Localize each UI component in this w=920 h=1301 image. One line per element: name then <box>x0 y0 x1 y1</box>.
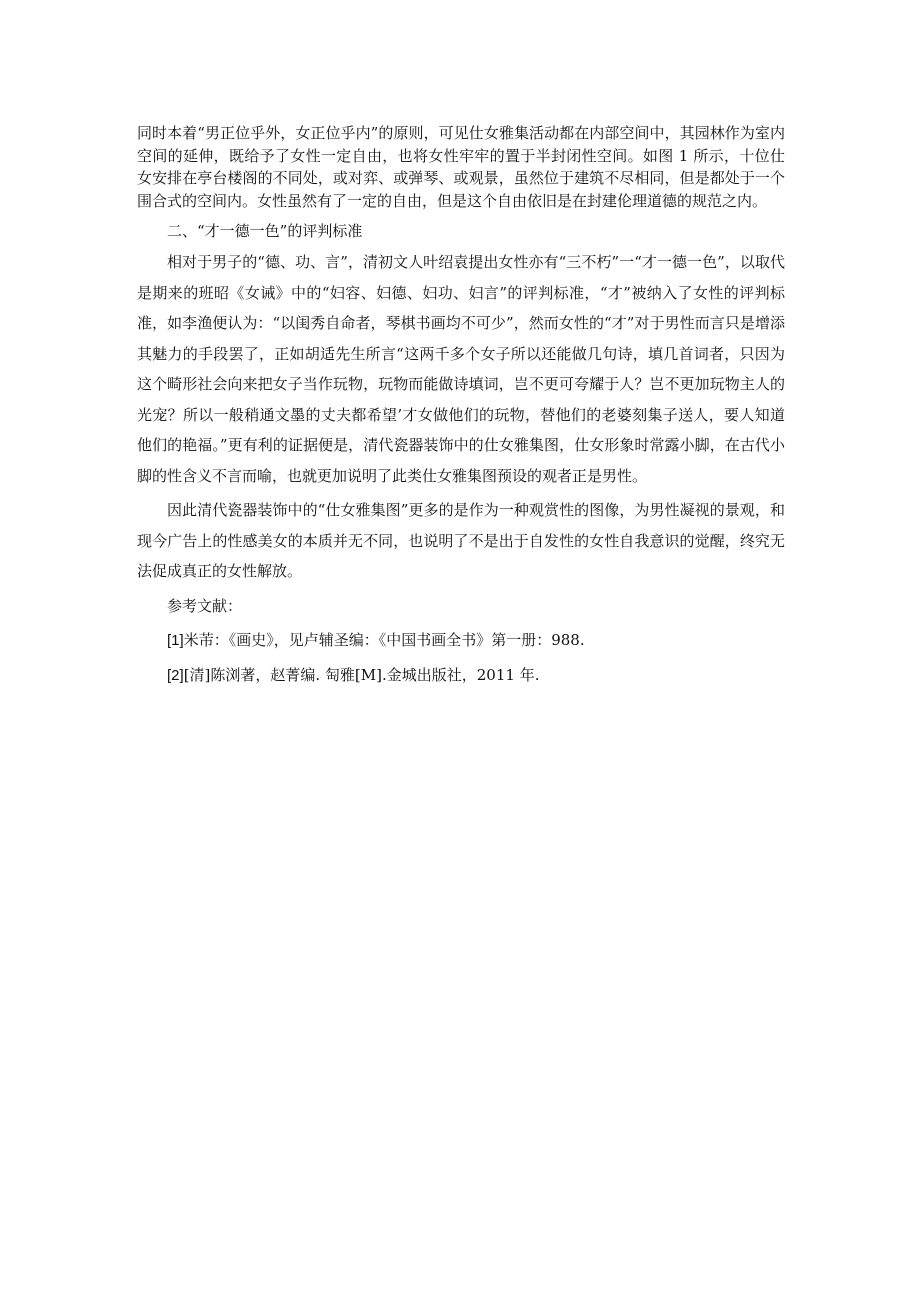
body-paragraph-1: 相对于男子的“德、功、言”，清初文人叶绍袁提出女性亦有“三不朽”一“才一德一色”，以取代是期来的班昭《女诫》中的“妇容、妇德、妇功、妇言”的评判标准，“才”被纳入了女性的评判标准，如李渔便认为：“以闺秀自命者，琴棋书画均不可少”，然而女性的“才”对于男性而言只是增添其魅力的手段罢了，正如胡适先生所言“这两千多个女子所以还能做几句诗，填几首词者，只因为这个畸形社会向来把女子当作玩物，玩物而能做诗填词，岂不更可夸耀于人？岂不更加玩物主人的光宠？所以一般稍通文墨的丈夫都希望’才女做他们的玩物，替他们的老婆刻集子送人，要人知道他们的艳福。”更有利的证据便是，清代瓷器装饰中的仕女雅集图，仕女形象时常露小脚，在古代小脚的性含义不言而喻，也就更加说明了此类仕女雅集图预设的观者正是男性。 <box>137 253 785 485</box>
reference-item-1 <box>137 625 785 656</box>
reference-text: [清]陈浏著，赵菁编. 匋雅[M].金城出版社，2011 年. <box>183 665 540 684</box>
reference-number: [1] <box>167 631 184 649</box>
body-paragraph-2: 因此清代瓷器装饰中的“仕女雅集图”更多的是作为一种观赏性的图像，为男性凝视的景观，和现今广告上的性感美女的本质并无不同，也说明了不是出于自发性的女性自我意识的觉醒，终究无法促成真正的女性解放。 <box>137 501 785 580</box>
reference-item-2 <box>137 660 785 691</box>
intro-paragraph: 同时本着“男正位乎外，女正位乎内”的原则，可见仕女雅集活动都在内部空间中，其园林作为室内空间的延伸，既给予了女性一定自由，也将女性牢牢的置于半封闭性空间。如图 1 所示，十位仕女安排在亭台楼阁的不同处，或对弈、或弹琴、或观景，虽然位于建筑不尽相同，但是都处于一个围合式的空间内。女性虽然有了一定的自由，但是这个自由依旧是在封建伦理道德的规范之内。 <box>137 124 785 210</box>
document-page <box>137 122 785 691</box>
reference-number: [2] <box>167 666 184 684</box>
references-title: 参考文献： <box>167 596 243 615</box>
reference-text: 米芾：《画史》，见卢辅圣编：《中国书画全书》第一册：988. <box>183 630 585 649</box>
section-heading: 二、“才一德一色”的评判标准 <box>167 222 363 240</box>
